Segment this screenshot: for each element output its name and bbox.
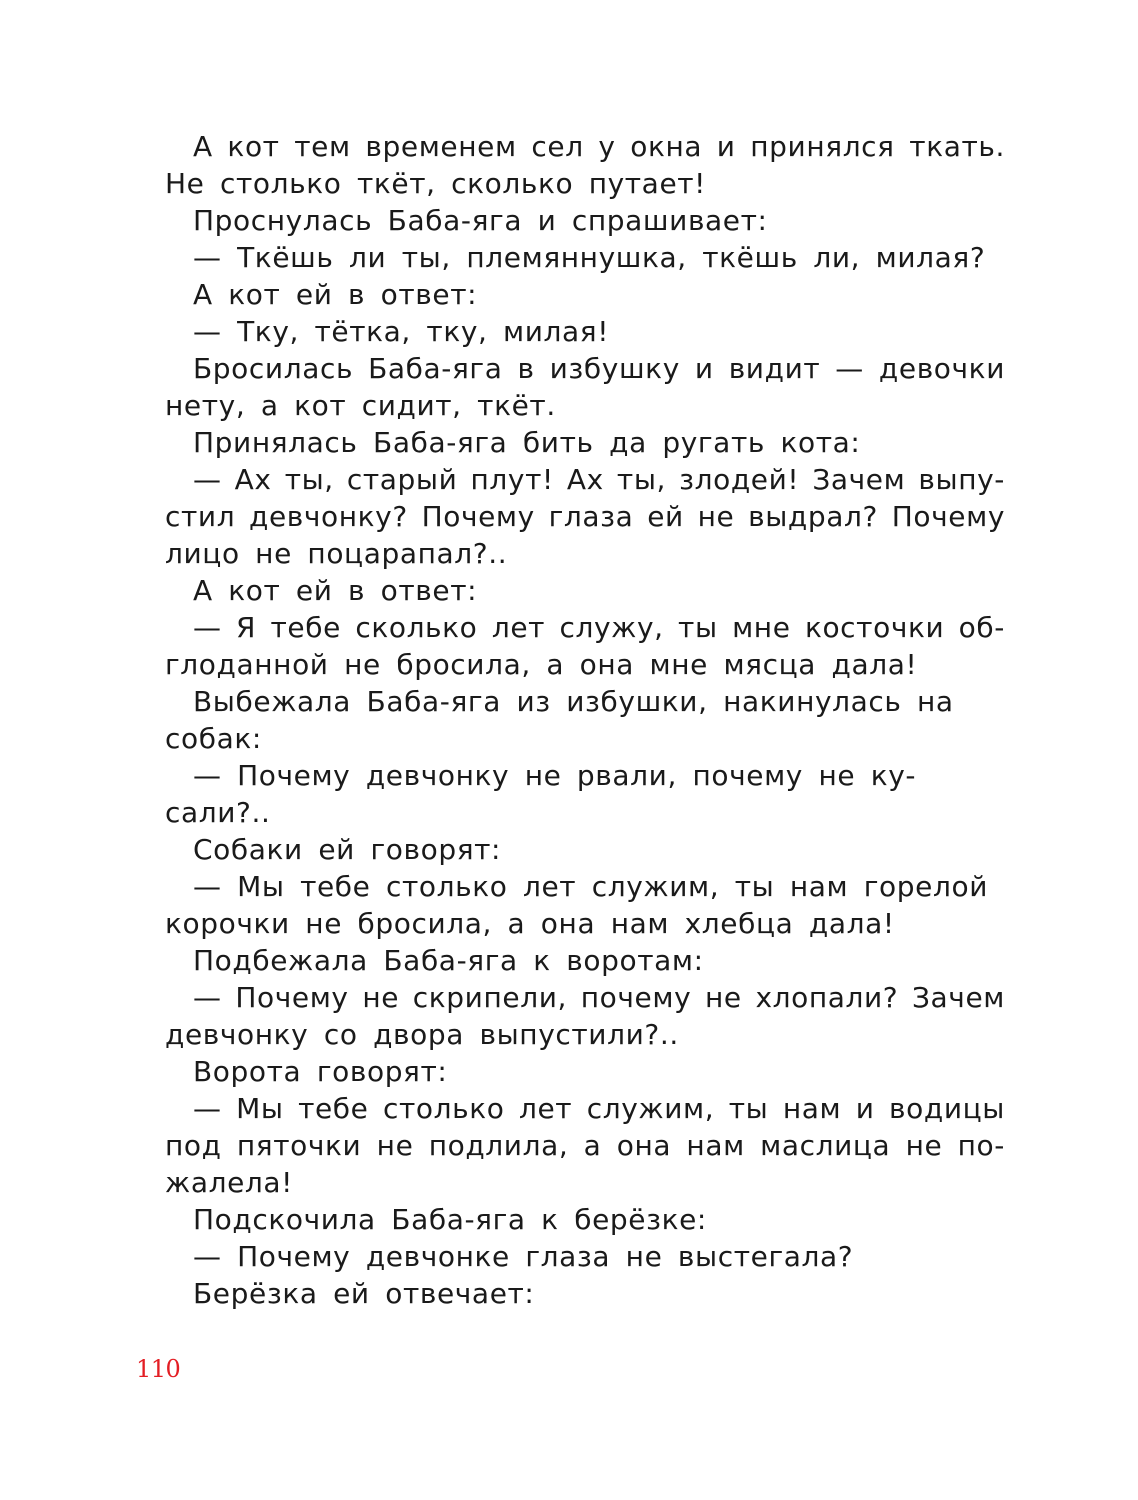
text-line: А кот ей в ответ: xyxy=(193,574,478,607)
text-line: Берёзка ей отвечает: xyxy=(193,1277,535,1310)
page-number: 110 xyxy=(136,1355,181,1383)
text-line: — Мы тебе столько лет служим, ты нам горелой xyxy=(193,870,988,903)
text-line: под пяточки не подлила, а она нам маслица не по- xyxy=(165,1129,1005,1162)
text-line: глоданной не бросила, а она мне мясца дала! xyxy=(165,648,918,681)
text-line: Подскочила Баба-яга к берёзке: xyxy=(193,1203,707,1236)
text-line: корочки не бросила, а она нам хлебца дала! xyxy=(165,907,895,940)
text-line: собак: xyxy=(165,722,262,755)
text-line: А кот тем временем сел у окна и принялся ткать. xyxy=(193,130,1005,163)
text-line: — Ткёшь ли ты, племяннушка, ткёшь ли, милая? xyxy=(193,241,986,274)
text-line: — Почему девчонку не рвали, почему не ку- xyxy=(193,759,917,792)
text-line: Выбежала Баба-яга из избушки, накинулась на xyxy=(193,685,954,718)
text-line: нету, а кот сидит, ткёт. xyxy=(165,389,556,422)
text-line: — Я тебе сколько лет служу, ты мне косточки об- xyxy=(193,611,1005,644)
text-line: лицо не поцарапал?.. xyxy=(165,537,508,570)
text-line: Ворота говорят: xyxy=(193,1055,448,1088)
text-line: Собаки ей говорят: xyxy=(193,833,502,866)
text-line: девчонку со двора выпустили?.. xyxy=(165,1018,679,1051)
text-line: А кот ей в ответ: xyxy=(193,278,478,311)
text-line: Бросилась Баба-яга в избушку и видит — девочки xyxy=(193,352,1005,385)
text-line: — Мы тебе столько лет служим, ты нам и водицы xyxy=(193,1092,1005,1125)
text-line: — Ах ты, старый плут! Ах ты, злодей! Зачем выпу- xyxy=(193,463,1005,496)
story-text xyxy=(165,128,1005,1312)
text-line: — Почему не скрипели, почему не хлопали? Зачем xyxy=(193,981,1005,1014)
text-line: — Почему девчонке глаза не выстегала? xyxy=(193,1240,854,1273)
text-line: Принялась Баба-яга бить да ругать кота: xyxy=(193,426,861,459)
text-line: сали?.. xyxy=(165,796,271,829)
text-line: — Тку, тётка, тку, милая! xyxy=(193,315,610,348)
text-line: Не столько ткёт, сколько путает! xyxy=(165,167,707,200)
text-line: Подбежала Баба-яга к воротам: xyxy=(193,944,704,977)
text-line: Проснулась Баба-яга и спрашивает: xyxy=(193,204,768,237)
text-line: стил девчонку? Почему глаза ей не выдрал? Почему xyxy=(165,500,1005,533)
text-line: жалела! xyxy=(165,1166,293,1199)
